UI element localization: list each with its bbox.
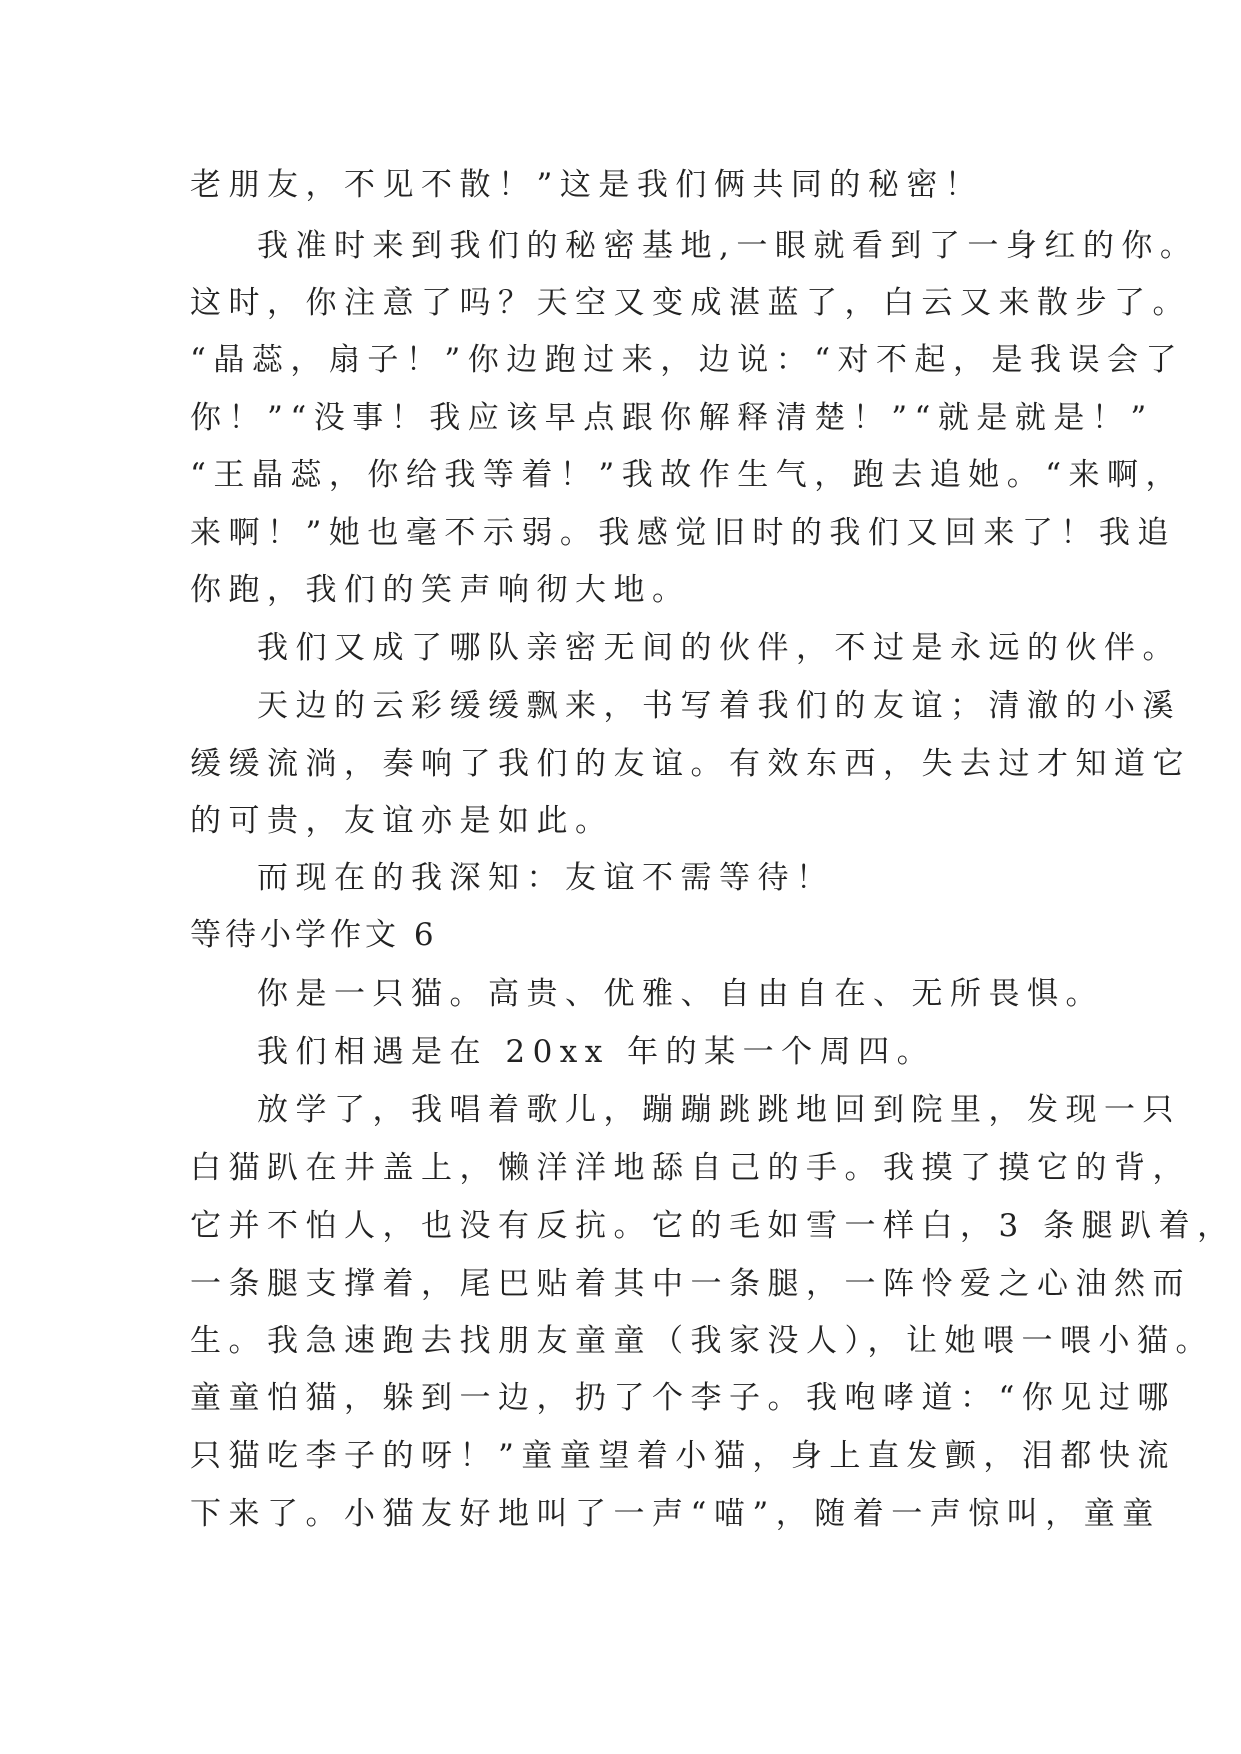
text-line: 我准时来到我们的秘密基地,一眼就看到了一身红的你。 [257, 228, 1199, 264]
text-line: 童童怕猫，躲到一边，扔了个李子。我咆哮道：“你见过哪 [190, 1380, 1176, 1416]
text-line: 我们又成了哪队亲密无间的伙伴，不过是永远的伙伴。 [257, 630, 1181, 666]
section-heading: 等待小学作文 6 [190, 917, 438, 953]
text-line: 而现在的我深知：友谊不需等待！ [257, 860, 835, 896]
text-line: 我们相遇是在 20xx 年的某一个周四。 [257, 1034, 936, 1070]
text-line: 天边的云彩缓缓飘来，书写着我们的友谊；清澈的小溪 [257, 688, 1181, 724]
text-line: 你是一只猫。高贵、优雅、自由自在、无所畏惧。 [257, 976, 1104, 1012]
text-line: 这时，你注意了吗？天空又变成湛蓝了，白云又来散步了。 [190, 285, 1191, 321]
text-line: 来啊！”她也毫不示弱。我感觉旧时的我们又回来了！我追 [190, 515, 1176, 551]
text-line: 只猫吃李子的呀！”童童望着小猫，身上直发颤，泪都快流 [190, 1438, 1176, 1474]
text-line: 生。我急速跑去找朋友童童（我家没人），让她喂一喂小猫。 [190, 1323, 1214, 1359]
text-line: 下来了。小猫友好地叫了一声“喵”，随着一声惊叫，童童 [190, 1496, 1161, 1532]
text-line: 它并不怕人，也没有反抗。它的毛如雪一样白，3 条腿趴着， [190, 1208, 1236, 1244]
text-line: “晶蕊，扇子！”你边跑过来，边说：“对不起，是我误会了 [190, 342, 1185, 378]
text-line: 一条腿支撑着，尾巴贴着其中一条腿，一阵怜爱之心油然而 [190, 1266, 1191, 1302]
text-line: 你跑，我们的笑声响彻大地。 [190, 572, 691, 608]
text-line: 的可贵，友谊亦是如此。 [190, 803, 614, 839]
text-line: 放学了，我唱着歌儿，蹦蹦跳跳地回到院里，发现一只 [257, 1092, 1181, 1128]
text-line: 白猫趴在井盖上，懒洋洋地舔自己的手。我摸了摸它的背， [190, 1150, 1191, 1186]
text-line: 你！”“没事！我应该早点跟你解释清楚！”“就是就是！” [190, 400, 1154, 436]
text-line: “王晶蕊，你给我等着！”我故作生气，跑去追她。“来啊， [190, 457, 1185, 493]
text-line: 老朋友，不见不散！”这是我们俩共同的秘密！ [190, 167, 984, 203]
text-line: 缓缓流淌，奏响了我们的友谊。有效东西，失去过才知道它 [190, 746, 1191, 782]
